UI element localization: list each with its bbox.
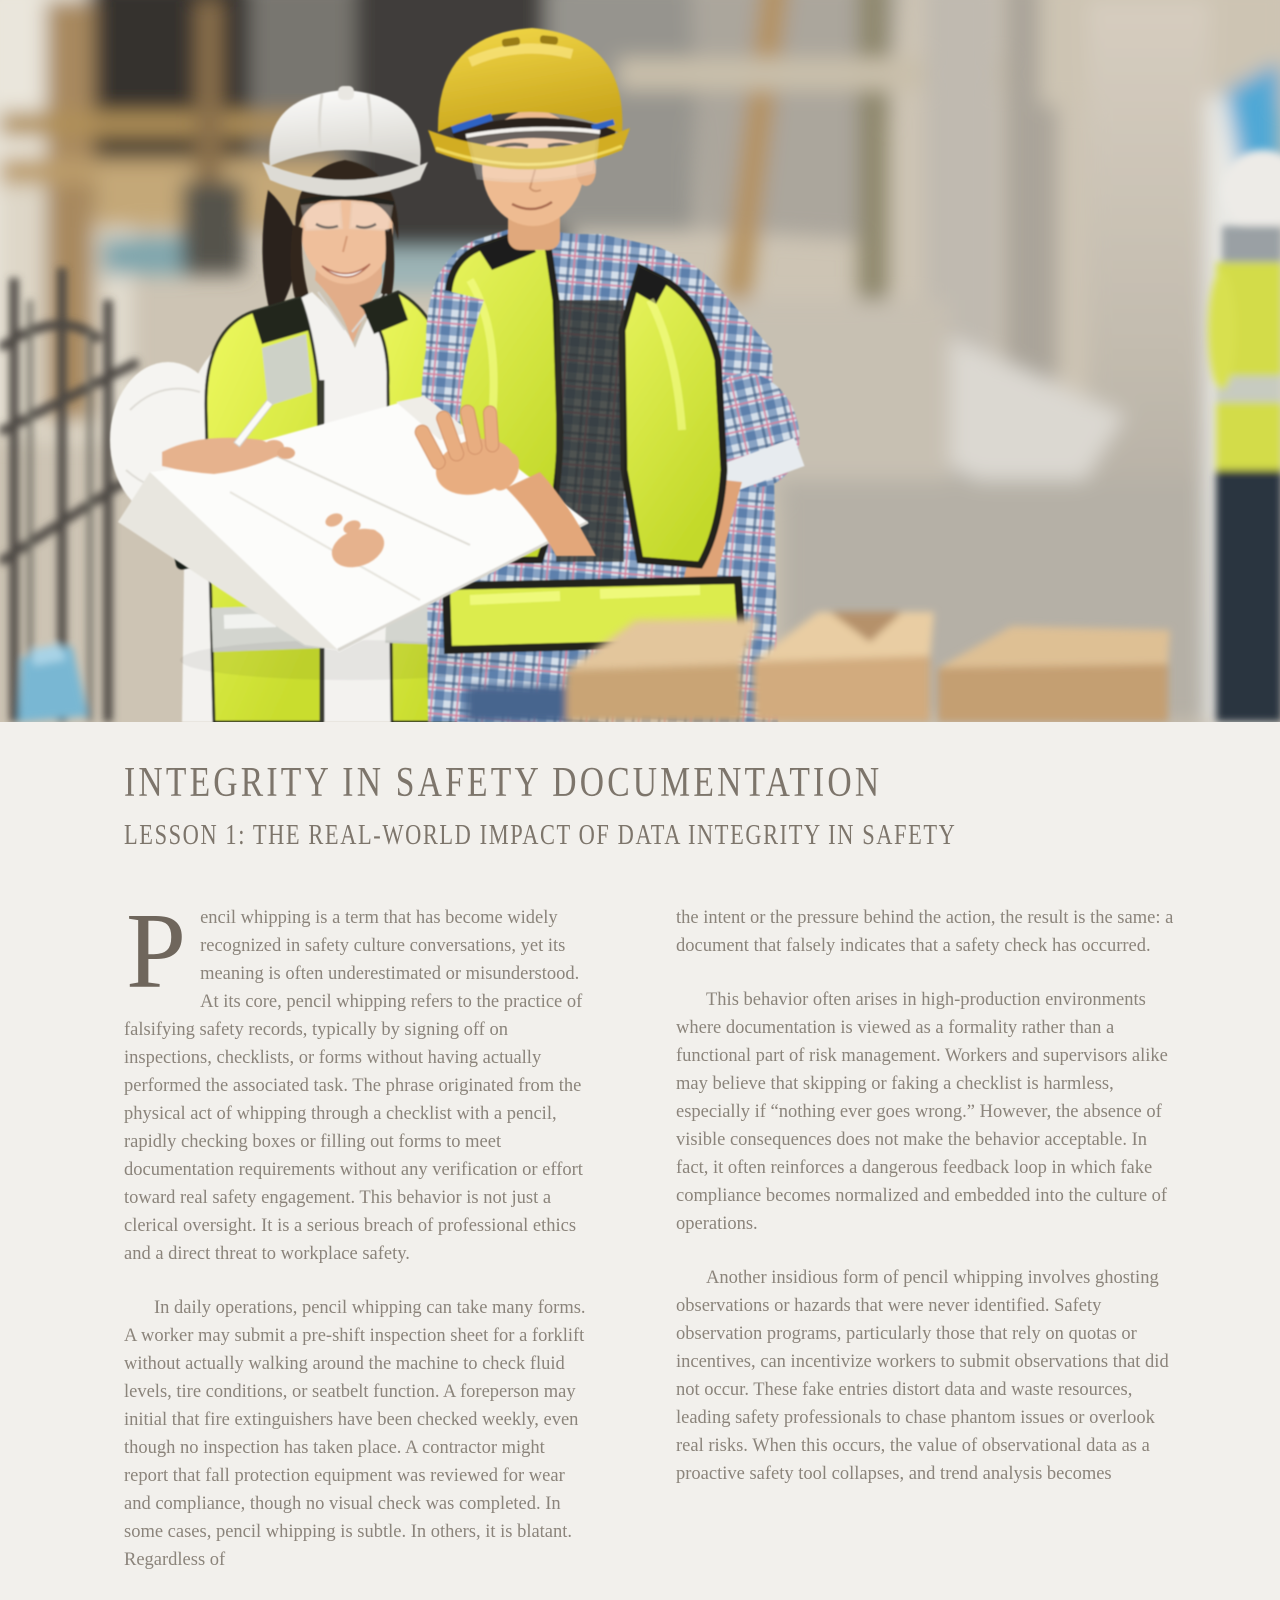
paragraph-2: In daily operations, pencil whipping can take many forms. A worker may submit a pre-shift inspection sheet for a forklift without actually walking around the machine to check fluid levels, tire conditions, or seatbelt function. A foreperson may initial that fire extinguishers have been checked weekly, even though no inspection has taken place. A contractor might report that fall protection equipment was reviewed for wear and compliance, though no visual check was completed. In some cases, pencil whipping is subtle. In others, it is blatant. Regardless of xyxy=(124,1298,586,1570)
paragraph-1-text: encil whipping is a term that has become widely recognized in safety culture conversations, yet its meaning is often underestimated or misunderstood. At its core, pencil whipping refers to the practice of falsifying safety records, typically by signing off on inspections, checklists, or forms without having actually performed the associated task. The phrase originated from the physical act of whipping through a checklist with a pencil, rapidly checking boxes or filling out forms to meet documentation requirements without any verification or effort toward real safety engagement. This behavior is not just a clerical oversight. It is a serious breach of professional ethics and a direct threat to workplace safety. xyxy=(124,908,583,1264)
paragraph-5: Another insidious form of pencil whipping involves ghosting observations or hazards that were never identified. Safety observation programs, particularly those that rely on quotas or incentives, can incentivize workers to submit observations that did not occur. These fake entries distort data and waste resources, leading safety professionals to chase phantom issues or overlook real risks. When this occurs, the value of observational data as a proactive safety tool collapses, and trend analysis becomes xyxy=(676,1268,1169,1484)
construction-site-photo xyxy=(0,0,1280,722)
paragraph-3: the intent or the pressure behind the action, the result is the same: a document that falsely indicates that a safety check has occurred. xyxy=(676,908,1174,956)
drop-cap: P xyxy=(126,892,187,1011)
paragraph-4: This behavior often arises in high-production environments where documentation is viewed as a formality rather than a functional part of risk management. Workers and supervisors alike may believe that skipping or faking a checklist is harmless, especially if “nothing ever goes wrong.” However, the absence of visible consequences does not make the behavior acceptable. In fact, it often reinforces a dangerous feedback loop in which fake compliance becomes normalized and embedded into the culture of operations. xyxy=(676,990,1168,1234)
hero-image xyxy=(0,0,1280,722)
left-column xyxy=(124,892,586,1600)
right-column xyxy=(676,904,1180,1600)
paragraph-1 xyxy=(124,892,586,1268)
two-column-body xyxy=(124,892,1180,1600)
page-title: INTEGRITY IN SAFETY DOCUMENTATION xyxy=(124,760,883,806)
page-subtitle: LESSON 1: THE REAL-WORLD IMPACT OF DATA INTEGRITY IN SAFETY xyxy=(124,820,957,851)
article-content xyxy=(0,722,1280,1600)
